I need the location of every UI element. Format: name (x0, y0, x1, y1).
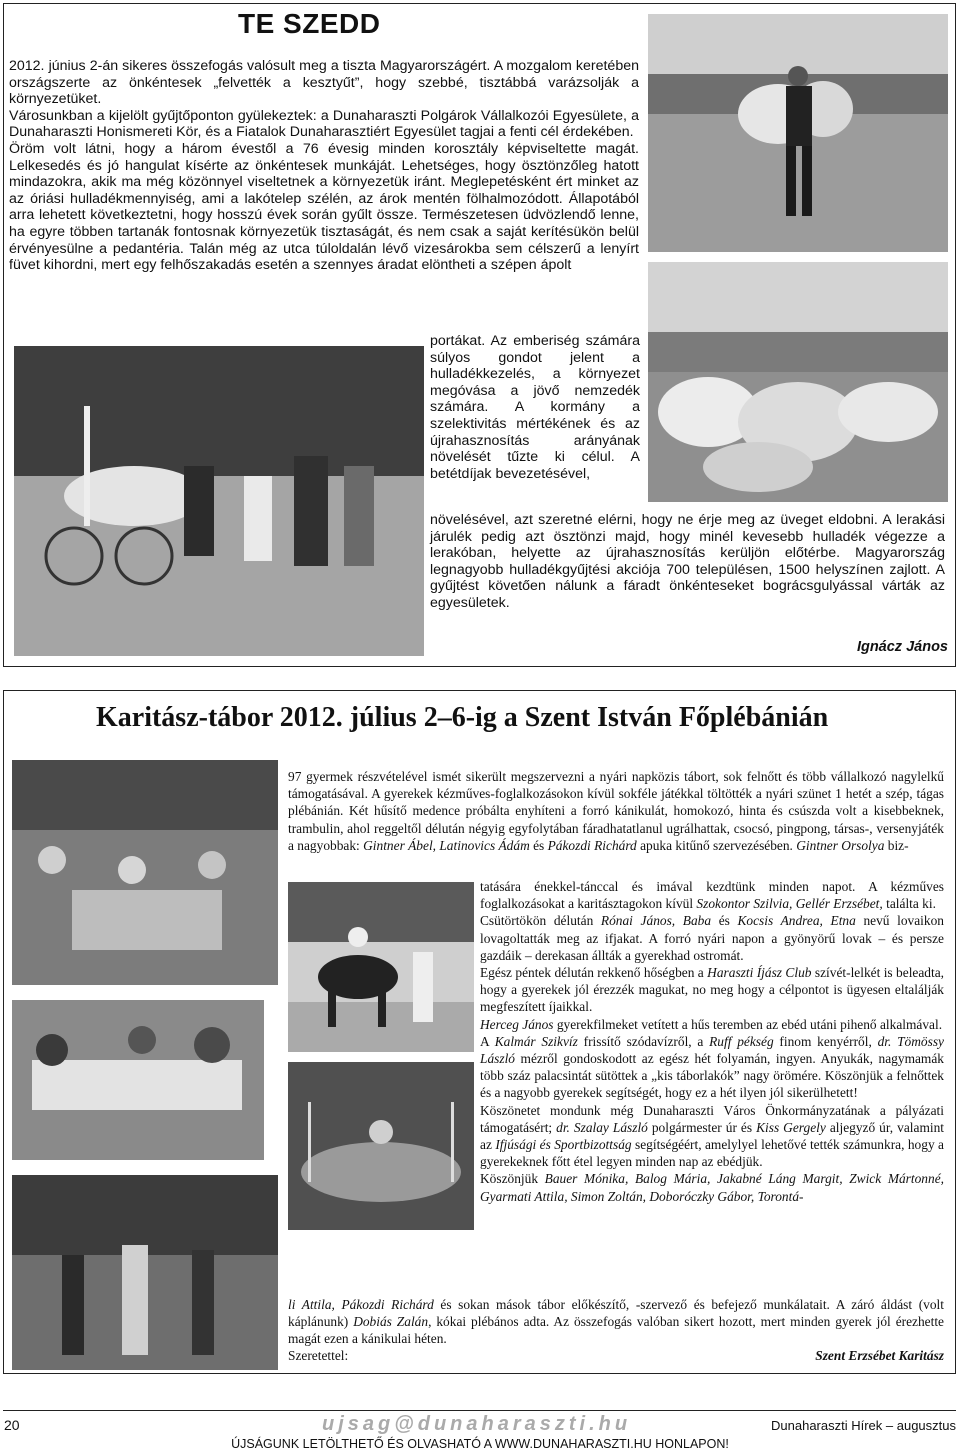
photo-pile-of-bags (648, 262, 948, 502)
article-body-top: 97 gyermek részvételével ismét sikerült megszervezni a nyári napközis tábort, sok felnőtt és több vállalkozó nagylelkű támogatásával. A gyerekek kézműves-foglalkozásokon kívül sokféle játékkal töltötték a nyári szünet 1 hetét a szép, tágas plébánián. Két hűsítő medence próbálta enyhíteni a forró kánikulát, homokozó, hinta és csúszda volt a kisebbeknek, trambulin, ahol reggeltől délután négyig egyfolytában fáradhatatlanul ugrálhattak, csocsó, pingpong, társas-, versenyjáték a nagyobbak: Gintner Ábel, Latinovics Ádám és Pákozdi Richárd apuka kitűnő szervezésében. Gintner Orsolya biz- (288, 769, 944, 853)
paragraph: Egész péntek délután rekkenő hőségben a Haraszti Íjász Club szívét-lelkét is beleadta, hogy a gyerekek jól érezzék magukat, no meg hogy a célpontot is ügyesen eltalálják megfeszített íjaikkal. (480, 965, 945, 1015)
photo-children-pool (12, 760, 278, 985)
photo-crafts-table (12, 1000, 264, 1160)
article-title: Karitász-tábor 2012. július 2–6-ig a Szent István Főplébánián (96, 702, 829, 733)
paragraph: A Kalmár Szikvíz frissítő szódavízről, a Ruff pékség finom kenyérről, dr. Tömössy László mézről gondoskodott az egész hét folyamán, ingyen. Anyukák, nagymamák több száz palacsintát sütöttek a „kis táborlakók” nagy örömére. Köszönjük a felnőttek és a nagyobb gyerekek segítségét, hogy ez a hét ilyen jól sikerülhetett! (480, 1033, 944, 1101)
footer-email[interactable]: ujsag@dunaharaszti.hu (322, 1413, 632, 1435)
article-body-narrow: portákat. Az emberiség számára súlyos gondot jelent a hulladékkezelés, a környezet megóvása a jövő nemzedék számára. A kormány a szelektivitás mértékének és az újrahasznosítás arányának növelését tűzte ki célul. A betétdíjak bevezetésével, (430, 333, 640, 482)
photo-volunteers-group (14, 346, 424, 656)
paragraph: Köszönetet mondunk még Dunaharaszti Város Önkormányzatának a pályázati támogatásért; dr. Szalay László polgármester úr és Kiss Gergely aljegyző úr, valamint az Ifjúsági és Sportbizottság segítségéért, amelylyel lehetővé tették számunkra, hogy a gyerekeknek főtt étel legyen minden nap az ebédjük. (480, 1102, 944, 1170)
paragraph: Herceg János gyerekfilmeket vetített a hűs teremben az ebéd utáni pihenő alkalmával. (480, 1016, 943, 1032)
paragraph: Köszönjük Bauer Mónika, Balog Mária, Jakabné Láng Margit, Zwick Mártonné, Gyarmati Attila, Simon Zoltán, Doboróczky Gábor, Torontá- (480, 1171, 944, 1204)
paragraph: 2012. június 2-án sikeres összefogás valósult meg a tiszta Magyarországért. A mozgalom keretében országszerte az önkéntesek „felvették a kesztyűt”, hogy szebbé, tisztábbá varázsolják a környezetüket. (9, 58, 639, 108)
article-body-bottom: li Attila, Pákozdi Richárd és sokan mások tábor előkészítő, -szervező és befejező munkálatait. A záró áldást (volt káplánunk) Dobiás Zalán, kókai plébános adta. Az összefogás valóban sikert hozott, mert minden gyerek jól érezhette magát ezen a kánikulai héten. (288, 1297, 945, 1347)
article-body-middle (480, 878, 944, 1205)
photo-archery (12, 1175, 278, 1370)
paragraph: Csütörtökön délután Rónai János, Baba és Kocsis Andrea, Etna nevű lovaikon lovagoltatták meg az ifjakat. A forró nyári napon a gyönyörű lovak – és persze gazdáik – derekasan állták a gyerekhad ostromát. (480, 913, 944, 963)
photo-man-carrying-bags (648, 14, 948, 252)
paragraph: Öröm volt látni, hogy a három évestől a 76 évesig minden korosztály képviseltette magát. Lelkesedés és jó hangulat kísérte az önkéntesek munkáját. Lehetséges, hogy ösztönzőleg hatott mindazokra, akik ma még közönnyel viseltetnek a környezetük iránt. Meglepetésként ért minket az az óriási hulladékmennyiség, ami a lakótelep szélén, az árok mentén fölhalmozódott. Állapotából arra lehetett következtetni, hogy hosszú évek során gyűlt össze. Természetesen üdvözlendő lenne, ha egyre többen tartanák fontosnak környezetük tisztaságát, és nem csak a saját kerítésükön belül érvényesülne a pedantéria. Talán még az utca túloldalán lévő vizesárokba sem célszerű a lenyírt füvet kihordni, mert egy felhőszakadás esetén a szennyes áradat elöntheti a szépen ápolt (9, 140, 639, 274)
footer-divider (3, 1410, 956, 1411)
paragraph: tatására énekkel-tánccal és imával kezdtünk minden napot. A kézműves foglalkozásokat a karitásztagokon kívül Szokontor Szilvia, Gellér Erzsébet, találta ki. (480, 879, 944, 912)
page-number: 20 (4, 1417, 20, 1433)
signature: Szent Erzsébet Karitász (815, 1348, 944, 1363)
photo-horse-riding (288, 882, 474, 1052)
publication-name: Dunaharaszti Hírek – augusztus (771, 1418, 956, 1433)
article-body-wide: növelésével, azt szeretné elérni, hogy ne érje meg az üveget eldobni. A lerakási járulék pedig azt ösztönzi majd, hogy minél kevesebb hulladék végezze a lerakóban, helyette az újrahasznosítás kerüljön előtérbe. Magyarország legnagyobb hulladékgyűjtési akciója 700 településen, 1500 helyszínen zajlott. A gyűjtést követően nálunk a fáradt önkénteseket bográcsgulyással várták az egyesületek. (430, 512, 945, 611)
article-author: Ignácz János (856, 639, 948, 655)
paragraph: Városunkban a kijelölt gyűjtőponton gyülekeztek: a Dunaharaszti Polgárok Vállalkozói Egyesülete, a Dunaharaszti Honismereti Kör, és a Fiatalok Dunaharasztiért Egyesület tagjai a fenti cél érdekében. (9, 107, 639, 141)
article-title: TE SZEDD (238, 8, 381, 39)
photo-trampoline (288, 1062, 474, 1230)
footer-note: ÚJSÁGUNK LETÖLTHETŐ ÉS OLVASHATÓ A WWW.DUNAHARASZTI.HU HONLAPON! (231, 1437, 729, 1451)
article-body (9, 58, 639, 274)
greeting: Szeretettel: (288, 1348, 349, 1363)
